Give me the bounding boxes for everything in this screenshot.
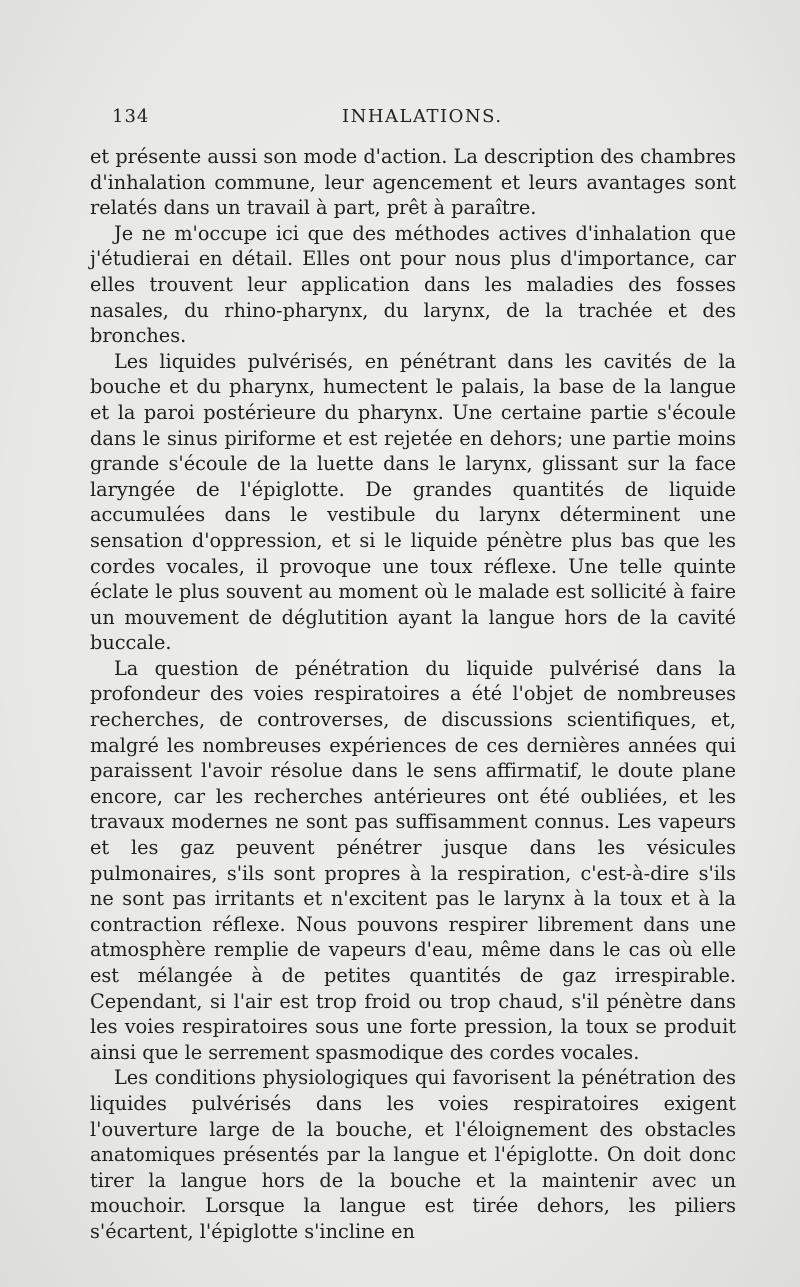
running-title: INHALATIONS. [342, 106, 503, 127]
paragraph: Les conditions physiologiques qui favorisent la pénétration des liquides pulvérisés dans les voies respiratoires exigent l'ouverture large de la bouche, et l'éloignement des obstacles anatomiques présentés par la langue et l'épiglotte. On doit donc tirer la langue hors de la bouche et la maintenir avec un mouchoir. Lorsque la langue est tirée dehors, les piliers s'écartent, l'épiglotte s'incline en [90, 1066, 736, 1243]
paragraph: Je ne m'occupe ici que des méthodes actives d'inhalation que j'étudierai en détail. Elles ont pour nous plus d'importance, car elles trouvent leur application dans les maladies des fosses nasales, du rhino-pharynx, du larynx, de la trachée et des bronches. [90, 221, 736, 348]
paragraph: Les liquides pulvérisés, en pénétrant dans les cavités de la bouche et du pharynx, humectent le palais, la base de la langue et la paroi postérieure du pharynx. Une certaine partie s'écoule dans le sinus piriforme et est rejetée en dehors; une partie moins grande s'écoule de la luette dans le larynx, glissant sur la face laryngée de l'épiglotte. De grandes quantités de liquide accumulées dans le vestibule du larynx déterminent une sensation d'oppression, et si le liquide pénètre plus bas que les cordes vocales, il provoque une toux réflexe. Une telle quinte éclate le plus souvent au moment où le malade est sollicité à faire un mouvement de déglutition ayant la langue hors de la cavité buccale. [90, 349, 736, 655]
paragraph: La question de pénétration du liquide pulvérisé dans la profondeur des voies respiratoires a été l'objet de nombreuses recherches, de controverses, de discussions scientifiques, et, malgré les nombreuses expériences de ces dernières années qui paraissent l'avoir résolue dans le sens affirmatif, le doute plane encore, car les recherches antérieures ont été oubliées, et les travaux modernes ne sont pas suffisamment connus. Les vapeurs et les gaz peuvent pénétrer jusque dans les vésicules pulmonaires, s'ils sont propres à la respiration, c'est-à-dire s'ils ne sont pas irritants et n'excitent pas le larynx à la toux et à la contraction réflexe. Nous pouvons respirer librement dans une atmosphère remplie de vapeurs d'eau, même dans le cas où elle est mélangée à de petites quantités de gaz irrespirable. Cependant, si l'air est trop froid ou trop chaud, s'il pénètre dans les voies respiratoires sous une forte pression, la toux se produit ainsi que le serrement spasmodique des cordes vocales. [90, 656, 736, 1064]
page-number: 134 [112, 106, 150, 127]
body-text [90, 144, 736, 1245]
paragraph-continuation: et présente aussi son mode d'action. La description des chambres d'inhalation commune, leur agencement et leurs avantages sont relatés dans un travail à part, prêt à paraître. [90, 145, 736, 220]
page-header [112, 106, 503, 130]
